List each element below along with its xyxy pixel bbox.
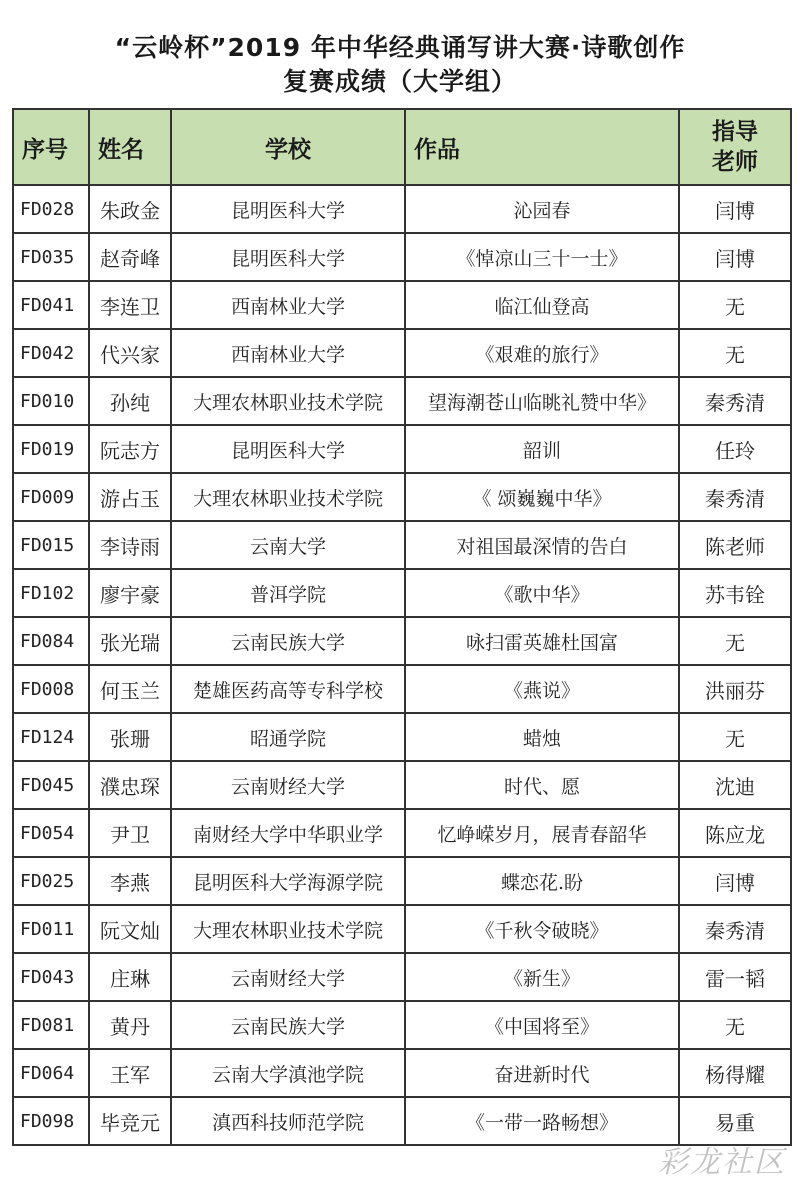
cell-work: 沁园春: [405, 185, 679, 233]
cell-work: 时代、愿: [405, 761, 679, 809]
cell-work: 蝶恋花.盼: [405, 857, 679, 905]
cell-work: 望海潮苍山临眺礼赞中华》: [405, 377, 679, 425]
cell-school: 西南林业大学: [171, 329, 405, 377]
table-header-row: [13, 109, 791, 185]
table-row: [13, 569, 791, 617]
cell-teacher: 雷一韬: [679, 953, 791, 1001]
cell-id: FD035: [13, 233, 89, 281]
column-header-teacher-line2: 老师: [712, 149, 758, 175]
cell-school: 云南民族大学: [171, 1001, 405, 1049]
cell-name: 何玉兰: [89, 665, 171, 713]
cell-name: 李连卫: [89, 281, 171, 329]
cell-school: 楚雄医药高等专科学校: [171, 665, 405, 713]
cell-id: FD041: [13, 281, 89, 329]
cell-school: 昆明医科大学: [171, 233, 405, 281]
cell-teacher: 闫博: [679, 233, 791, 281]
table-row: [13, 953, 791, 1001]
cell-teacher: 无: [679, 617, 791, 665]
cell-id: FD011: [13, 905, 89, 953]
cell-teacher: 秦秀清: [679, 905, 791, 953]
cell-name: 廖宇豪: [89, 569, 171, 617]
cell-name: 黄丹: [89, 1001, 171, 1049]
cell-teacher: 秦秀清: [679, 473, 791, 521]
cell-name: 濮忠琛: [89, 761, 171, 809]
cell-name: 孙纯: [89, 377, 171, 425]
table-row: [13, 761, 791, 809]
cell-school: 大理农林职业技术学院: [171, 905, 405, 953]
column-header-teacher-line1: 指导: [712, 119, 758, 145]
cell-work: 《中国将至》: [405, 1001, 679, 1049]
table-row: [13, 281, 791, 329]
cell-work: 《新生》: [405, 953, 679, 1001]
cell-name: 李诗雨: [89, 521, 171, 569]
cell-name: 阮志方: [89, 425, 171, 473]
cell-name: 赵奇峰: [89, 233, 171, 281]
cell-name: 庄琳: [89, 953, 171, 1001]
table-row: [13, 1001, 791, 1049]
cell-id: FD009: [13, 473, 89, 521]
page-title: “云岭杯”2019 年中华经典诵写讲大赛·诗歌创作: [114, 33, 686, 62]
cell-school: 云南民族大学: [171, 617, 405, 665]
cell-teacher: 洪丽芬: [679, 665, 791, 713]
cell-work: 奋进新时代: [405, 1049, 679, 1097]
cell-school: 云南大学: [171, 521, 405, 569]
table-row: [13, 809, 791, 857]
cell-id: FD010: [13, 377, 89, 425]
cell-school: 云南财经大学: [171, 953, 405, 1001]
table-row: [13, 905, 791, 953]
cell-name: 朱政金: [89, 185, 171, 233]
cell-teacher: 易重: [679, 1097, 791, 1145]
cell-id: FD015: [13, 521, 89, 569]
cell-teacher: 闫博: [679, 857, 791, 905]
cell-work: 韶训: [405, 425, 679, 473]
cell-name: 尹卫: [89, 809, 171, 857]
cell-school: 南财经大学中华职业学: [171, 809, 405, 857]
cell-id: FD124: [13, 713, 89, 761]
table-row: [13, 665, 791, 713]
cell-name: 张光瑞: [89, 617, 171, 665]
cell-id: FD098: [13, 1097, 89, 1145]
cell-work: 忆峥嵘岁月，展青春韶华: [405, 809, 679, 857]
cell-id: FD045: [13, 761, 89, 809]
cell-name: 毕竞元: [89, 1097, 171, 1145]
cell-work: 对祖国最深情的告白: [405, 521, 679, 569]
cell-work: 临江仙登高: [405, 281, 679, 329]
cell-school: 滇西科技师范学院: [171, 1097, 405, 1145]
cell-name: 王军: [89, 1049, 171, 1097]
cell-id: FD019: [13, 425, 89, 473]
cell-teacher: 无: [679, 1001, 791, 1049]
cell-school: 昭通学院: [171, 713, 405, 761]
cell-teacher: 苏韦铨: [679, 569, 791, 617]
cell-id: FD064: [13, 1049, 89, 1097]
cell-school: 大理农林职业技术学院: [171, 377, 405, 425]
cell-school: 西南林业大学: [171, 281, 405, 329]
cell-teacher: 闫博: [679, 185, 791, 233]
column-header-work: 作品: [405, 109, 679, 185]
table-row: [13, 1049, 791, 1097]
table-row: [13, 617, 791, 665]
table-row: [13, 521, 791, 569]
column-header-name: 姓名: [89, 109, 171, 185]
cell-work: 《一带一路畅想》: [405, 1097, 679, 1145]
cell-school: 云南财经大学: [171, 761, 405, 809]
table-row: [13, 425, 791, 473]
cell-id: FD042: [13, 329, 89, 377]
cell-teacher: 任玲: [679, 425, 791, 473]
cell-school: 普洱学院: [171, 569, 405, 617]
table-row: [13, 329, 791, 377]
table-row: [13, 185, 791, 233]
cell-id: FD081: [13, 1001, 89, 1049]
cell-work: 《千秋令破晓》: [405, 905, 679, 953]
cell-id: FD008: [13, 665, 89, 713]
table-row: [13, 473, 791, 521]
column-header-teacher: [679, 109, 791, 185]
cell-work: 蜡烛: [405, 713, 679, 761]
cell-school: 云南大学滇池学院: [171, 1049, 405, 1097]
cell-name: 代兴家: [89, 329, 171, 377]
column-header-id: 序号: [13, 109, 89, 185]
table-row: [13, 857, 791, 905]
table-row: [13, 233, 791, 281]
cell-id: FD043: [13, 953, 89, 1001]
cell-teacher: 无: [679, 713, 791, 761]
cell-teacher: 杨得耀: [679, 1049, 791, 1097]
cell-name: 李燕: [89, 857, 171, 905]
cell-teacher: 陈老师: [679, 521, 791, 569]
cell-id: FD102: [13, 569, 89, 617]
cell-teacher: 陈应龙: [679, 809, 791, 857]
cell-work: 咏扫雷英雄杜国富: [405, 617, 679, 665]
table-row: [13, 377, 791, 425]
cell-work: 《歌中华》: [405, 569, 679, 617]
results-table: [12, 108, 792, 1146]
cell-id: FD025: [13, 857, 89, 905]
cell-teacher: 秦秀清: [679, 377, 791, 425]
cell-school: 昆明医科大学: [171, 425, 405, 473]
cell-work: 《艰难的旅行》: [405, 329, 679, 377]
cell-school: 大理农林职业技术学院: [171, 473, 405, 521]
page-subtitle: 复赛成绩（大学组）: [282, 67, 517, 96]
cell-work: 《悼凉山三十一士》: [405, 233, 679, 281]
cell-teacher: 无: [679, 329, 791, 377]
cell-school: 昆明医科大学海源学院: [171, 857, 405, 905]
cell-work: 《 颂巍巍中华》: [405, 473, 679, 521]
table-row: [13, 713, 791, 761]
cell-id: FD028: [13, 185, 89, 233]
cell-teacher: 无: [679, 281, 791, 329]
cell-teacher: 沈迪: [679, 761, 791, 809]
cell-work: 《燕说》: [405, 665, 679, 713]
column-header-school: 学校: [171, 109, 405, 185]
cell-name: 张珊: [89, 713, 171, 761]
cell-school: 昆明医科大学: [171, 185, 405, 233]
watermark-logo: 彩龙社区: [658, 1145, 786, 1180]
cell-id: FD054: [13, 809, 89, 857]
cell-id: FD084: [13, 617, 89, 665]
cell-name: 阮文灿: [89, 905, 171, 953]
cell-name: 游占玉: [89, 473, 171, 521]
